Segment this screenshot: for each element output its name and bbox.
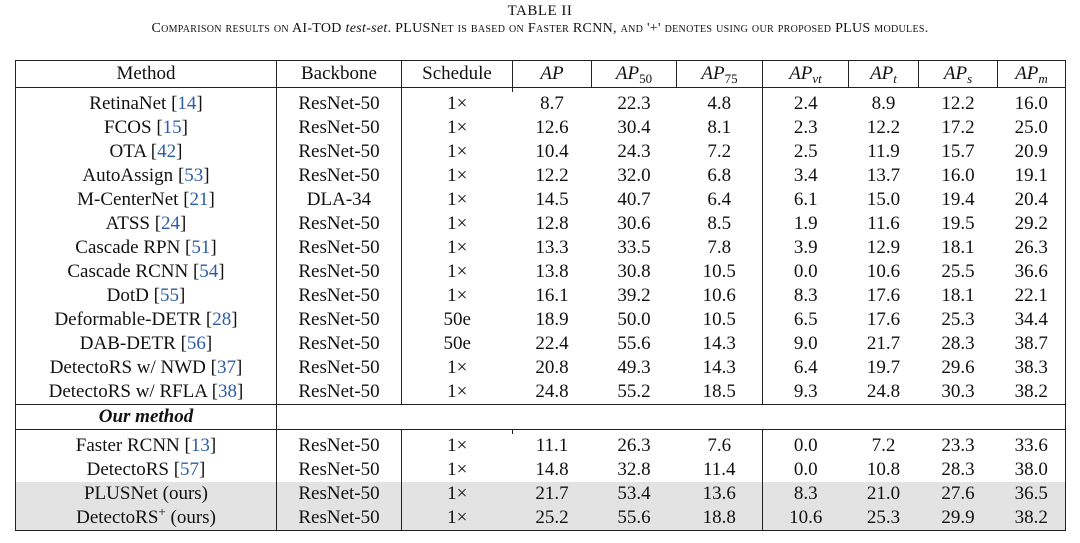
value-cell: 38.2 bbox=[998, 506, 1066, 531]
value-cell: 10.5 bbox=[702, 309, 736, 330]
method-cell: RetinaNet [14] bbox=[16, 92, 277, 116]
value-cell: 21.0 bbox=[849, 482, 919, 506]
table-row bbox=[16, 332, 1066, 356]
citation-link[interactable]: 15 bbox=[162, 117, 182, 138]
value-cell: 29.6 bbox=[941, 357, 975, 378]
header-metric: $AP_{75}$ bbox=[677, 61, 763, 88]
value-cell: 11.4 bbox=[702, 459, 736, 480]
value-cell: 2.4 bbox=[763, 92, 849, 116]
value-cell: 19.7 bbox=[866, 357, 901, 378]
section-row bbox=[16, 405, 1066, 430]
value-cell: 25.3 bbox=[849, 506, 919, 531]
citation-link[interactable]: 54 bbox=[199, 261, 219, 282]
value-cell: 24.8 bbox=[866, 381, 901, 402]
method-name: Cascade RPN bbox=[75, 237, 181, 258]
section-title: Our method bbox=[98, 406, 194, 427]
value-cell: 14.3 bbox=[702, 333, 736, 354]
value-cell: 27.6 bbox=[919, 482, 998, 506]
method-name: ATSS bbox=[105, 213, 150, 234]
method-name: Faster RCNN bbox=[75, 435, 180, 456]
schedule-cell: 1× bbox=[402, 92, 513, 116]
value-cell: 15.0 bbox=[866, 189, 901, 210]
value-cell: 18.9 bbox=[535, 309, 569, 330]
value-cell: 16.0 bbox=[941, 165, 975, 186]
value-cell: 16.0 bbox=[998, 92, 1066, 116]
backbone-cell: ResNet-50 bbox=[277, 260, 402, 284]
value-cell: 33.5 bbox=[617, 237, 651, 258]
value-cell: 34.4 bbox=[998, 308, 1066, 332]
backbone-cell: ResNet-50 bbox=[277, 164, 402, 188]
table-row bbox=[16, 116, 1066, 140]
method-name: Cascade RCNN bbox=[67, 261, 189, 282]
schedule-cell: 50e bbox=[402, 332, 513, 356]
method-cell: DetectoRS w/ RFLA [38] bbox=[16, 380, 277, 405]
table-label: TABLE II bbox=[507, 3, 573, 19]
value-cell: 14.8 bbox=[535, 459, 569, 480]
value-cell: 6.4 bbox=[763, 356, 849, 380]
value-cell: 13.3 bbox=[535, 237, 569, 258]
citation-link[interactable]: 21 bbox=[189, 189, 209, 210]
table-row bbox=[16, 356, 1066, 380]
method-cell: Cascade RPN [51] bbox=[16, 236, 277, 260]
value-cell: 21.7 bbox=[513, 482, 592, 506]
schedule-cell: 1× bbox=[402, 116, 513, 140]
value-cell: 25.0 bbox=[998, 116, 1066, 140]
value-cell: 30.6 bbox=[617, 213, 651, 234]
value-cell: 32.8 bbox=[617, 459, 651, 480]
schedule-cell: 1× bbox=[402, 164, 513, 188]
value-cell: 22.4 bbox=[535, 333, 569, 354]
backbone-cell: ResNet-50 bbox=[277, 236, 402, 260]
table-row bbox=[16, 434, 1066, 458]
method-cell: DAB-DETR [56] bbox=[16, 332, 277, 356]
caption-italic: test-set bbox=[345, 21, 388, 36]
method-cell: DetectoRS w/ NWD [37] bbox=[16, 356, 277, 380]
value-cell: 0.0 bbox=[763, 458, 849, 482]
method-name: PLUSNet (ours) bbox=[83, 483, 209, 504]
value-cell: 20.8 bbox=[535, 357, 569, 378]
backbone-cell: ResNet-50 bbox=[277, 116, 402, 140]
method-cell: Faster RCNN [13] bbox=[16, 434, 277, 458]
value-cell: 38.7 bbox=[998, 332, 1066, 356]
method-cell bbox=[16, 506, 277, 531]
method-cell: ATSS [24] bbox=[16, 212, 277, 236]
value-cell: 38.3 bbox=[998, 356, 1066, 380]
schedule-cell: 1× bbox=[402, 434, 513, 458]
table-row bbox=[16, 236, 1066, 260]
value-cell: 0.0 bbox=[763, 434, 849, 458]
schedule-cell: 1× bbox=[402, 506, 513, 531]
value-cell: 12.2 bbox=[535, 165, 569, 186]
citation-link[interactable]: 57 bbox=[180, 459, 200, 480]
value-cell: 40.7 bbox=[617, 189, 651, 210]
backbone-cell: ResNet-50 bbox=[277, 332, 402, 356]
value-cell: 8.5 bbox=[707, 213, 732, 234]
backbone-cell: ResNet-50 bbox=[277, 308, 402, 332]
value-cell: 14.5 bbox=[535, 189, 569, 210]
backbone-cell: ResNet-50 bbox=[277, 434, 402, 458]
value-cell: 6.5 bbox=[763, 308, 849, 332]
value-cell: 9.3 bbox=[763, 380, 849, 405]
method-name: DAB-DETR bbox=[79, 333, 176, 354]
value-cell: 33.6 bbox=[998, 434, 1066, 458]
method-cell bbox=[16, 482, 277, 506]
header-metric: $AP_{50}$ bbox=[592, 61, 677, 88]
value-cell: 49.3 bbox=[617, 357, 651, 378]
value-cell: 26.3 bbox=[617, 435, 651, 456]
value-cell: 25.3 bbox=[941, 309, 975, 330]
value-cell: 8.3 bbox=[763, 482, 849, 506]
value-cell: 11.6 bbox=[867, 213, 900, 234]
value-cell: 28.3 bbox=[941, 459, 975, 480]
value-cell: 28.3 bbox=[941, 333, 975, 354]
method-name: DotD bbox=[106, 285, 149, 306]
value-cell: 24.3 bbox=[617, 141, 651, 162]
method-name: RetinaNet bbox=[89, 93, 167, 114]
method-cell: M-CenterNet [21] bbox=[16, 188, 277, 212]
backbone-cell: ResNet-50 bbox=[277, 506, 402, 531]
value-cell: 10.8 bbox=[866, 459, 901, 480]
citation-link[interactable]: 51 bbox=[191, 237, 211, 258]
table-row bbox=[16, 164, 1066, 188]
schedule-cell: 1× bbox=[402, 140, 513, 164]
value-cell: 25.5 bbox=[941, 261, 975, 282]
value-cell: 20.9 bbox=[998, 140, 1066, 164]
method-name: DetectoRS w/ RFLA bbox=[48, 381, 207, 402]
citation-link[interactable]: 38 bbox=[218, 381, 238, 402]
value-cell: 6.8 bbox=[707, 165, 732, 186]
value-cell: 29.2 bbox=[998, 212, 1066, 236]
value-cell: 6.4 bbox=[707, 189, 732, 210]
value-cell: 11.1 bbox=[535, 435, 569, 456]
value-cell: 22.3 bbox=[617, 93, 651, 114]
value-cell: 9.0 bbox=[763, 332, 849, 356]
table-row bbox=[16, 188, 1066, 212]
schedule-cell: 1× bbox=[402, 188, 513, 212]
value-cell: 24.8 bbox=[535, 381, 569, 402]
value-cell: 17.6 bbox=[866, 309, 901, 330]
method-cell: AutoAssign [53] bbox=[16, 164, 277, 188]
backbone-cell: ResNet-50 bbox=[277, 482, 402, 506]
header-row bbox=[16, 61, 1066, 88]
table-row bbox=[16, 380, 1066, 405]
schedule-cell: 1× bbox=[402, 356, 513, 380]
method-cell: Deformable-DETR [28] bbox=[16, 308, 277, 332]
table-row bbox=[16, 92, 1066, 116]
schedule-cell: 1× bbox=[402, 380, 513, 405]
method-name: FCOS bbox=[104, 117, 152, 138]
table-row bbox=[16, 482, 1066, 506]
value-cell: 23.3 bbox=[941, 435, 975, 456]
value-cell: 6.1 bbox=[763, 188, 849, 212]
caption-after: . PLUSNet is based on Faster RCNN, and '+' denotes using our proposed PLUS modules. bbox=[387, 21, 929, 36]
value-cell: 53.4 bbox=[592, 482, 677, 506]
value-cell: 12.9 bbox=[866, 237, 901, 258]
header-metric: $AP_{vt}$ bbox=[763, 61, 849, 88]
value-cell: 19.4 bbox=[941, 189, 975, 210]
citation-link[interactable]: 56 bbox=[186, 333, 206, 354]
citation-link[interactable]: 55 bbox=[159, 285, 179, 306]
table-row bbox=[16, 308, 1066, 332]
value-cell: 26.3 bbox=[998, 236, 1066, 260]
citation-link[interactable]: 37 bbox=[216, 357, 236, 378]
method-name: AutoAssign bbox=[82, 165, 174, 186]
method-cell: DotD [55] bbox=[16, 284, 277, 308]
table-row bbox=[16, 260, 1066, 284]
backbone-cell: ResNet-50 bbox=[277, 92, 402, 116]
value-cell: 16.1 bbox=[535, 285, 569, 306]
citation-link[interactable]: 28 bbox=[212, 309, 232, 330]
value-cell: 10.6 bbox=[763, 506, 849, 531]
caption-before: Comparison results on AI-TOD bbox=[151, 21, 346, 36]
method-name: M-CenterNet bbox=[77, 189, 179, 210]
method-name: Deformable-DETR bbox=[54, 309, 202, 330]
value-cell: 20.4 bbox=[998, 188, 1066, 212]
header-schedule: Schedule bbox=[402, 61, 513, 88]
header-backbone: Backbone bbox=[277, 61, 402, 88]
method-name: DetectoRS bbox=[86, 459, 169, 480]
value-cell: 12.8 bbox=[535, 213, 569, 234]
value-cell: 17.6 bbox=[866, 285, 901, 306]
value-cell: 7.8 bbox=[707, 237, 732, 258]
value-cell: 32.0 bbox=[617, 165, 651, 186]
value-cell: 55.2 bbox=[617, 381, 651, 402]
value-cell: 18.5 bbox=[702, 381, 736, 402]
value-cell: 10.6 bbox=[866, 261, 901, 282]
header-metric: AP bbox=[513, 61, 592, 88]
method-name: DetectoRS bbox=[76, 507, 159, 528]
method-cell: FCOS [15] bbox=[16, 116, 277, 140]
value-cell: 30.4 bbox=[617, 117, 651, 138]
schedule-cell: 1× bbox=[402, 236, 513, 260]
citation-link[interactable]: 13 bbox=[190, 435, 210, 456]
value-cell: 12.6 bbox=[535, 117, 569, 138]
header-metric: $AP_m$ bbox=[998, 61, 1066, 88]
value-cell: 22.1 bbox=[998, 284, 1066, 308]
method-suffix: (ours) bbox=[165, 507, 216, 528]
method-name: DetectoRS w/ NWD bbox=[49, 357, 206, 378]
value-cell: 21.7 bbox=[866, 333, 901, 354]
value-cell: 39.2 bbox=[617, 285, 651, 306]
value-cell: 55.6 bbox=[617, 333, 651, 354]
value-cell: 12.2 bbox=[866, 117, 901, 138]
table-row bbox=[16, 458, 1066, 482]
method-cell: OTA [42] bbox=[16, 140, 277, 164]
value-cell: 13.7 bbox=[866, 165, 901, 186]
value-cell: 14.3 bbox=[702, 357, 736, 378]
backbone-cell: ResNet-50 bbox=[277, 380, 402, 405]
value-cell: 13.8 bbox=[535, 261, 569, 282]
citation-link[interactable]: 42 bbox=[157, 141, 177, 162]
value-cell: 12.2 bbox=[941, 93, 975, 114]
results-table bbox=[15, 60, 1066, 531]
value-cell: 19.5 bbox=[941, 213, 975, 234]
plus-mark: + bbox=[158, 504, 166, 519]
schedule-cell: 1× bbox=[402, 458, 513, 482]
backbone-cell: ResNet-50 bbox=[277, 212, 402, 236]
value-cell: 3.9 bbox=[763, 236, 849, 260]
table-row bbox=[16, 506, 1066, 531]
method-cell: DetectoRS [57] bbox=[16, 458, 277, 482]
table-caption bbox=[0, 21, 1080, 37]
citation-link[interactable]: 24 bbox=[161, 213, 181, 234]
schedule-cell: 1× bbox=[402, 482, 513, 506]
value-cell: 1.9 bbox=[763, 212, 849, 236]
value-cell: 10.6 bbox=[702, 285, 736, 306]
value-cell: 30.3 bbox=[941, 381, 975, 402]
backbone-cell: DLA-34 bbox=[277, 188, 402, 212]
value-cell: 2.3 bbox=[763, 116, 849, 140]
value-cell: 50.0 bbox=[617, 309, 651, 330]
value-cell: 8.7 bbox=[540, 93, 564, 114]
value-cell: 4.8 bbox=[707, 93, 732, 114]
value-cell: 8.3 bbox=[763, 284, 849, 308]
header-metric: $AP_s$ bbox=[919, 61, 998, 88]
schedule-cell: 1× bbox=[402, 212, 513, 236]
value-cell: 55.6 bbox=[592, 506, 677, 531]
value-cell: 7.6 bbox=[707, 435, 732, 456]
value-cell: 36.6 bbox=[998, 260, 1066, 284]
backbone-cell: ResNet-50 bbox=[277, 284, 402, 308]
header-metric: $AP_t$ bbox=[849, 61, 919, 88]
value-cell: 7.2 bbox=[871, 435, 896, 456]
value-cell: 38.0 bbox=[998, 458, 1066, 482]
table-row bbox=[16, 212, 1066, 236]
value-cell: 38.2 bbox=[998, 380, 1066, 405]
value-cell: 18.1 bbox=[941, 237, 975, 258]
value-cell: 36.5 bbox=[998, 482, 1066, 506]
value-cell: 18.1 bbox=[941, 285, 975, 306]
value-cell: 19.1 bbox=[998, 164, 1066, 188]
citation-link[interactable]: 14 bbox=[177, 93, 197, 114]
table-row bbox=[16, 284, 1066, 308]
value-cell: 17.2 bbox=[941, 117, 975, 138]
method-name: OTA bbox=[109, 141, 147, 162]
backbone-cell: ResNet-50 bbox=[277, 356, 402, 380]
backbone-cell: ResNet-50 bbox=[277, 140, 402, 164]
schedule-cell: 1× bbox=[402, 260, 513, 284]
value-cell: 8.9 bbox=[871, 93, 896, 114]
value-cell: 13.6 bbox=[677, 482, 763, 506]
schedule-cell: 1× bbox=[402, 284, 513, 308]
header-method: Method bbox=[16, 61, 277, 88]
value-cell: 10.5 bbox=[702, 261, 736, 282]
value-cell: 18.8 bbox=[677, 506, 763, 531]
value-cell: 0.0 bbox=[763, 260, 849, 284]
schedule-cell: 50e bbox=[402, 308, 513, 332]
method-cell: Cascade RCNN [54] bbox=[16, 260, 277, 284]
value-cell: 8.1 bbox=[707, 117, 732, 138]
value-cell: 3.4 bbox=[763, 164, 849, 188]
value-cell: 2.5 bbox=[763, 140, 849, 164]
value-cell: 30.8 bbox=[617, 261, 651, 282]
citation-link[interactable]: 53 bbox=[184, 165, 204, 186]
value-cell: 11.9 bbox=[867, 141, 900, 162]
value-cell: 25.2 bbox=[513, 506, 592, 531]
value-cell: 7.2 bbox=[707, 141, 732, 162]
value-cell: 10.4 bbox=[535, 141, 569, 162]
backbone-cell: ResNet-50 bbox=[277, 458, 402, 482]
value-cell: 15.7 bbox=[941, 141, 975, 162]
value-cell: 29.9 bbox=[919, 506, 998, 531]
table-row bbox=[16, 140, 1066, 164]
